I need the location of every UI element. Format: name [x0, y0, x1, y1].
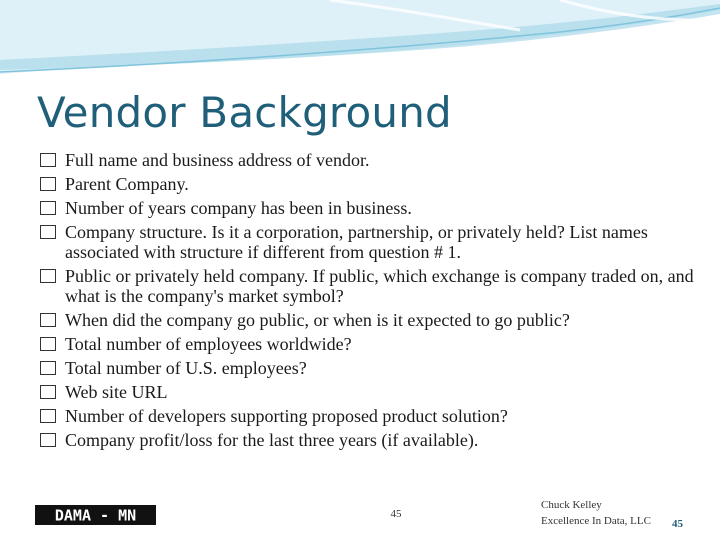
- square-bullet-icon: [40, 313, 56, 327]
- bullet-item: [40, 334, 700, 354]
- square-bullet-icon: [40, 361, 56, 375]
- bullet-item: [40, 198, 700, 218]
- square-bullet-icon: [40, 433, 56, 447]
- square-bullet-icon: [40, 385, 56, 399]
- header-wave-decoration: [0, 0, 720, 80]
- square-bullet-icon: [40, 409, 56, 423]
- square-bullet-icon: [40, 201, 56, 215]
- bullet-item: [40, 382, 700, 402]
- square-bullet-icon: [40, 153, 56, 167]
- bullet-item: [40, 430, 700, 450]
- bullet-item: [40, 266, 700, 306]
- bullet-text: Company profit/loss for the last three years (if available).: [65, 430, 479, 450]
- square-bullet-icon: [40, 337, 56, 351]
- bullet-text: Number of years company has been in business.: [65, 198, 412, 218]
- square-bullet-icon: [40, 269, 56, 283]
- bullet-item: [40, 358, 700, 378]
- bullet-text: When did the company go public, or when is it expected to go public?: [65, 310, 570, 330]
- square-bullet-icon: [40, 225, 56, 239]
- bullet-text: Number of developers supporting proposed product solution?: [65, 406, 508, 426]
- bullet-text: Full name and business address of vendor.: [65, 150, 370, 170]
- bullet-item: [40, 406, 700, 426]
- bullet-item: [40, 150, 700, 170]
- bullet-text: Public or privately held company. If public, which exchange is company traded on, and what is the company's market symbol?: [65, 266, 694, 306]
- slide-title: Vendor Background: [37, 88, 452, 137]
- bullet-item: [40, 174, 700, 194]
- bullet-list: [40, 150, 700, 454]
- bullet-text: Company structure. Is it a corporation, partnership, or privately held? List names associated with structure if different from question # 1.: [65, 222, 648, 262]
- bullet-text: Total number of U.S. employees?: [65, 358, 307, 378]
- dama-mn-logo: [35, 505, 156, 525]
- bullet-item: [40, 222, 700, 262]
- page-number: 45: [390, 508, 402, 520]
- author-name: Chuck Kelley: [541, 499, 602, 511]
- author-block: [541, 497, 651, 529]
- square-bullet-icon: [40, 177, 56, 191]
- bullet-text: Total number of employees worldwide?: [65, 334, 352, 354]
- bullet-item: [40, 310, 700, 330]
- author-company: Excellence In Data, LLC: [541, 515, 651, 527]
- slide-number: 45: [672, 518, 683, 530]
- bullet-text: Web site URL: [65, 382, 168, 402]
- bullet-text: Parent Company.: [65, 174, 189, 194]
- logo-text: DAMA - MN: [54, 506, 137, 525]
